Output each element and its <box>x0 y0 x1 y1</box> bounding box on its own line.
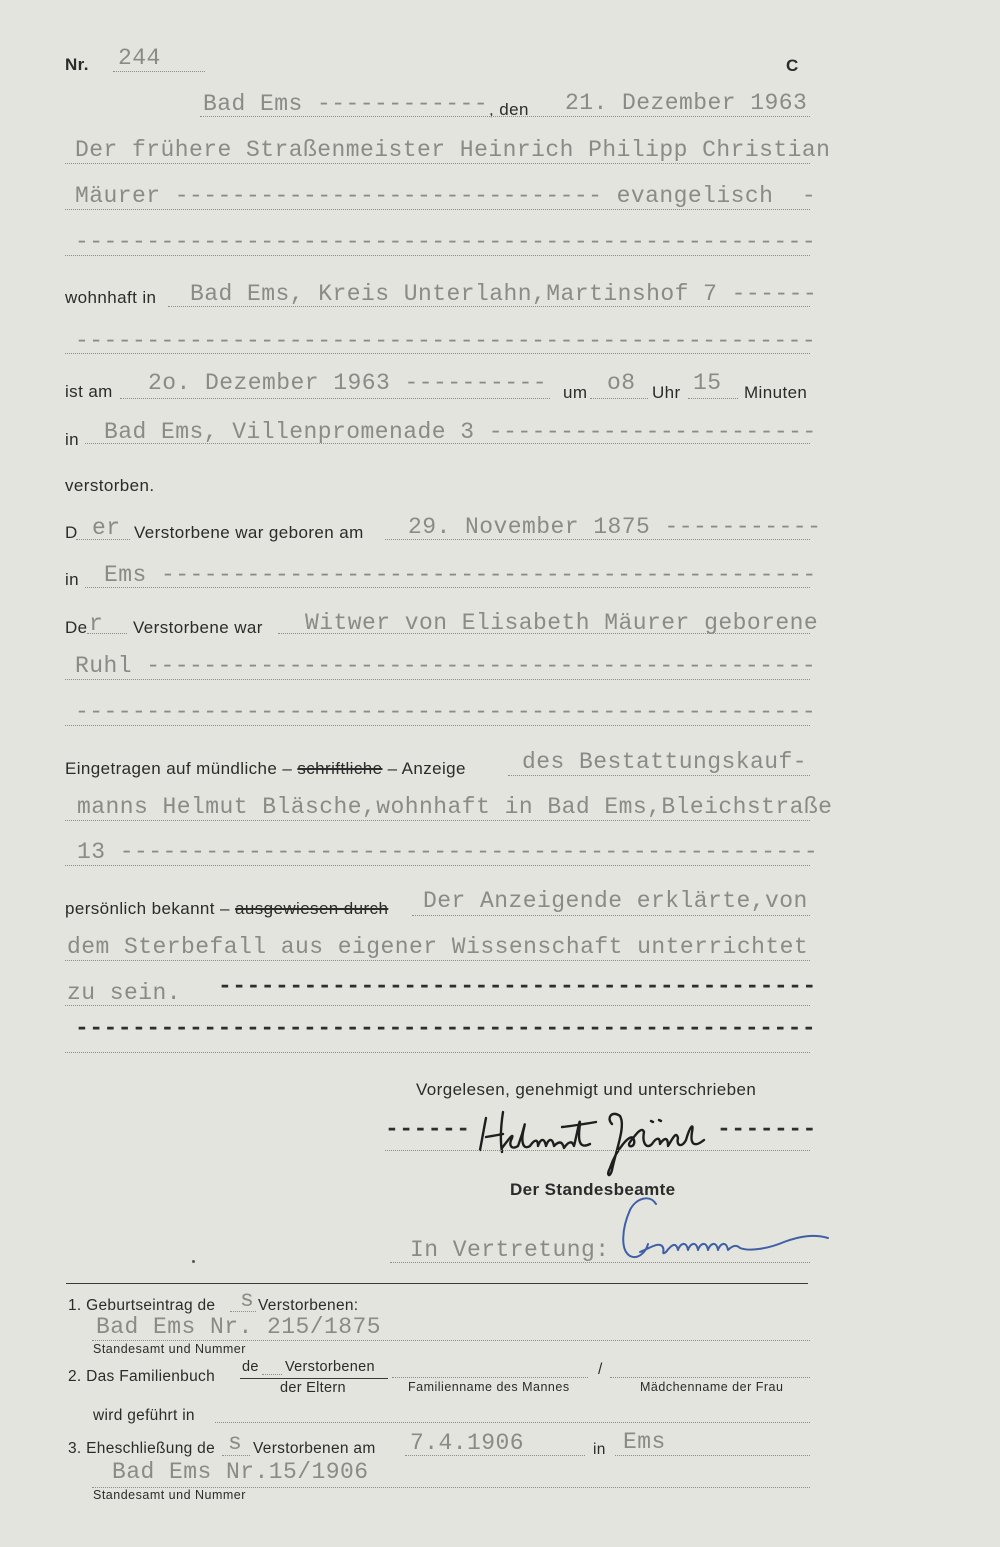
dotted-line <box>65 209 810 210</box>
identity-line-1: Der Anzeigende erklärte,von <box>423 888 808 914</box>
marital-line-3: ---------------------------------------------------- <box>75 699 817 725</box>
dotted-line <box>405 1455 585 1456</box>
notice-label-struck: schriftliche <box>297 759 383 778</box>
residence-line-2: ---------------------------------------------------- <box>75 328 817 354</box>
marital-label: Verstorbene war <box>133 618 263 637</box>
notice-line-3: 13 ------------------------------------------------- <box>77 839 819 865</box>
birth-entry-caption: Standesamt und Nummer <box>93 1342 246 1356</box>
marriage-place-label: in <box>593 1441 606 1458</box>
birth-entry-value: Bad Ems Nr. 215/1875 <box>96 1314 382 1340</box>
family-book-de: de <box>242 1359 259 1375</box>
marriage-entry-value: Bad Ems Nr.15/1906 <box>112 1459 369 1485</box>
dotted-line <box>120 398 550 399</box>
marital-article: r <box>89 611 104 637</box>
dotted-line <box>412 915 810 916</box>
dotted-line <box>65 865 810 866</box>
family-book-verstorbenen: Verstorbenen <box>285 1359 375 1375</box>
dotted-line <box>65 353 810 354</box>
death-place-label: in <box>65 430 80 449</box>
identity-label-a: persönlich bekannt – <box>65 899 236 918</box>
um-label: um <box>563 383 588 402</box>
dotted-line <box>65 725 810 726</box>
death-place: Bad Ems, Villenpromenade 3 ----------------------- <box>104 419 817 445</box>
notice-line-2: manns Helmut Bläsche,wohnhaft in Bad Ems,Bleichstraße <box>77 794 833 820</box>
dotted-line <box>390 1262 810 1263</box>
nr-label: Nr. <box>65 55 89 74</box>
notice-label-a: Eingetragen auf mündliche – <box>65 759 298 778</box>
family-book-label: 2. Das Familienbuch <box>68 1368 215 1385</box>
rule-line <box>240 1378 388 1379</box>
dotted-line <box>65 163 810 164</box>
verstorben-label: verstorben. <box>65 476 155 495</box>
dotted-line <box>87 633 127 634</box>
family-book-slash: / <box>598 1361 603 1378</box>
death-hour: o8 <box>607 370 636 396</box>
caption-wife-maiden-name: Mädchenname der Frau <box>640 1380 784 1394</box>
deceased-line-2: Mäurer ------------------------------ evangelisch - <box>75 183 817 209</box>
dotted-line <box>688 398 738 399</box>
signature-dashes-right: ------- <box>717 1116 817 1142</box>
birth-date: 29. November 1875 ----------- <box>408 514 822 540</box>
birth-label: Verstorbene war geboren am <box>134 523 364 542</box>
dotted-line <box>65 820 810 821</box>
dotted-line <box>92 1340 810 1341</box>
identity-line-3: zu sein. <box>67 980 182 1006</box>
minuten-label: Minuten <box>744 383 808 402</box>
dotted-line <box>615 1455 810 1456</box>
dotted-line <box>278 633 810 634</box>
dotted-line <box>85 587 810 588</box>
birth-place: Ems ---------------------------------------------- <box>104 562 817 588</box>
family-book-kept-label: wird geführt in <box>93 1407 195 1424</box>
stray-dot <box>192 1260 195 1263</box>
death-date: 2o. Dezember 1963 ---------- <box>148 370 548 396</box>
marital-de-label: De <box>65 618 88 637</box>
dotted-line <box>230 1311 256 1312</box>
marriage-article: s <box>228 1430 243 1456</box>
residence-label: wohnhaft in <box>65 288 157 307</box>
notice-label <box>65 760 466 777</box>
registrar-label: Der Standesbeamte <box>510 1180 676 1199</box>
dotted-line <box>610 1377 810 1378</box>
closing-dashes-2: ---------------------------------------------------- <box>75 1015 817 1041</box>
dotted-line <box>76 539 130 540</box>
dotted-line <box>65 960 810 961</box>
dotted-line <box>222 1455 250 1456</box>
family-book-eltern: der Eltern <box>280 1380 346 1396</box>
marriage-label: 3. Eheschließung de <box>68 1440 216 1457</box>
dotted-line <box>65 679 810 680</box>
dotted-line <box>590 398 648 399</box>
informant-signature <box>470 1100 720 1185</box>
birth-entry-label: 1. Geburtseintrag de <box>68 1297 216 1314</box>
dotted-line <box>65 1005 810 1006</box>
dotted-line <box>200 116 810 117</box>
caption-husband-surname: Familienname des Mannes <box>408 1380 570 1394</box>
marriage-entry-caption: Standesamt und Nummer <box>93 1488 246 1502</box>
deceased-line-3: ---------------------------------------------------- <box>75 229 817 255</box>
dotted-line <box>92 1487 810 1488</box>
den-label: , den <box>489 100 529 119</box>
residence-value: Bad Ems, Kreis Unterlahn,Martinshof 7 ------ <box>190 281 818 307</box>
identity-label <box>65 900 388 917</box>
dotted-line <box>113 71 205 72</box>
marriage-date: 7.4.1906 <box>410 1430 525 1456</box>
birth-place-label: in <box>65 570 80 589</box>
death-minute: 15 <box>693 370 722 396</box>
marital-line-1: Witwer von Elisabeth Mäurer geborene <box>305 610 819 636</box>
uhr-label: Uhr <box>652 383 681 402</box>
birth-d-label: D <box>65 523 78 542</box>
birth-entry-article: s <box>240 1287 255 1313</box>
registry-place: Bad Ems ------------ <box>203 91 489 117</box>
dotted-line <box>168 306 810 307</box>
notice-line-1: des Bestattungskauf- <box>522 749 808 775</box>
dotted-line <box>392 1377 588 1378</box>
marriage-place: Ems <box>623 1429 666 1455</box>
dotted-line <box>385 539 810 540</box>
signature-dashes-left: ------ <box>385 1116 471 1142</box>
dotted-line <box>65 255 810 256</box>
dotted-line <box>65 1052 810 1053</box>
dotted-line <box>215 1422 810 1423</box>
dotted-line <box>508 775 810 776</box>
proxy-label: In Vertretung: <box>410 1237 610 1263</box>
registry-date: 21. Dezember 1963 <box>565 90 808 116</box>
nr-value: 244 <box>118 45 161 71</box>
birth-entry-label-b: Verstorbenen: <box>258 1297 359 1314</box>
series-letter: C <box>786 56 799 75</box>
dotted-line <box>385 1150 810 1151</box>
registrar-signature <box>600 1190 835 1270</box>
identity-label-struck: ausgewiesen durch <box>235 899 389 918</box>
dotted-line <box>85 443 810 444</box>
death-date-label: ist am <box>65 382 113 401</box>
birth-article: er <box>92 515 121 541</box>
identity-line-2: dem Sterbefall aus eigener Wissenschaft unterrichtet <box>67 934 809 960</box>
rule-line <box>66 1283 808 1284</box>
marital-line-2: Ruhl ----------------------------------------------- <box>75 653 817 679</box>
notice-label-b: – Anzeige <box>382 759 466 778</box>
read-approved-label: Vorgelesen, genehmigt und unterschrieben <box>416 1080 757 1099</box>
deceased-line-1: Der frühere Straßenmeister Heinrich Philipp Christian <box>75 137 831 163</box>
closing-dashes-1: ------------------------------------------ <box>218 973 817 999</box>
marriage-label-b: Verstorbenen am <box>253 1440 376 1457</box>
dotted-line <box>262 1374 282 1375</box>
